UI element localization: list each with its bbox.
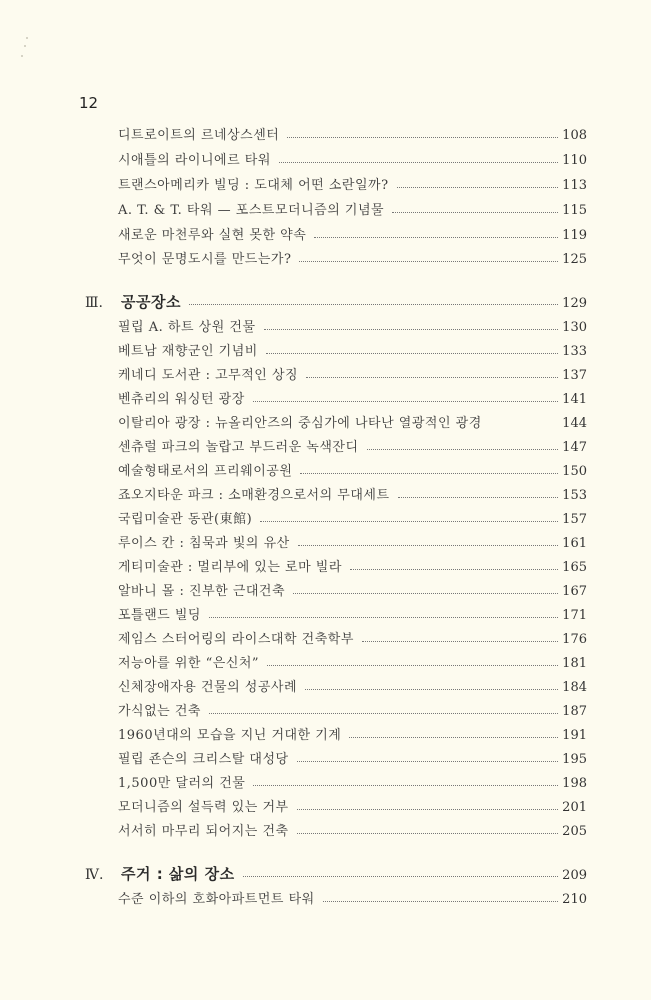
dot-leader [243, 876, 559, 877]
dot-leader [253, 401, 558, 402]
toc-entry [118, 364, 587, 386]
dot-leader [297, 761, 559, 762]
toc-entry [118, 388, 587, 410]
toc-entry-page: 147 [562, 440, 587, 455]
toc-entry-title: 예술형태로서의 프리웨이공원 [118, 464, 293, 479]
toc-entry-title: 알바니 몰 : 진부한 근대건축 [118, 584, 286, 599]
dot-leader [323, 901, 558, 902]
toc-entry [118, 532, 587, 554]
dot-leader [209, 713, 558, 714]
toc-entry [118, 652, 587, 674]
dot-leader [287, 137, 558, 138]
toc-entry [118, 748, 587, 770]
toc-entry-title: 새로운 마천루와 실현 못한 약속 [118, 228, 307, 243]
toc-entry-page: 144 [562, 416, 587, 431]
dot-leader [260, 521, 558, 522]
toc-entry [118, 124, 587, 146]
toc-entry [118, 340, 587, 362]
toc-entry-page: 171 [562, 608, 587, 623]
toc-entry-title: 1960년대의 모습을 지닌 거대한 기계 [118, 728, 342, 743]
toc-entry-title: 수준 이하의 호화아파트먼트 타워 [118, 892, 315, 907]
toc-section-heading [85, 291, 587, 313]
toc-entry [118, 676, 587, 698]
toc-entry-page: 165 [562, 560, 587, 575]
dot-leader [279, 162, 558, 163]
toc-entry-title: 게티미술관 : 멀리부에 있는 로마 빌라 [118, 560, 342, 575]
toc-entry-page: 205 [562, 824, 587, 839]
speck [24, 45, 26, 47]
toc-entry-title: 이탈리아 광장 : 뉴올리안즈의 중심가에 나타난 열광적인 광경 [118, 416, 482, 431]
toc-entry-page: 187 [562, 704, 587, 719]
toc-entry-page: 137 [562, 368, 587, 383]
toc-entry [118, 580, 587, 602]
dot-leader [398, 497, 559, 498]
dot-leader [397, 187, 559, 188]
paper-specks [18, 35, 48, 65]
dot-leader [266, 353, 558, 354]
toc-entry-title: 시애틀의 라이니에르 타워 [118, 153, 271, 168]
toc-entry-page: 119 [562, 228, 587, 243]
toc-entry-page: 191 [562, 728, 587, 743]
toc-entry-title: 모더니즘의 설득력 있는 거부 [118, 800, 289, 815]
toc-entry-page: 184 [562, 680, 587, 695]
toc-entry-title: 무엇이 문명도시를 만드는가? [118, 252, 292, 267]
toc-entry [118, 796, 587, 818]
toc-entry [118, 556, 587, 578]
toc-entry-title: 베트남 재향군인 기념비 [118, 344, 258, 359]
toc-entry [118, 436, 587, 458]
toc-entry-title: 국립미술관 동관(東館) [118, 512, 253, 527]
toc-entry-page: 195 [562, 752, 587, 767]
toc-entry [118, 888, 587, 910]
dot-leader [189, 304, 558, 305]
section-title: 공공장소 [121, 293, 181, 311]
dot-leader [209, 617, 558, 618]
toc-entry [118, 700, 587, 722]
toc-entry [118, 224, 587, 246]
toc-entry-page: 201 [562, 800, 587, 815]
toc-entry [118, 174, 587, 196]
toc-entry-page: 198 [562, 776, 587, 791]
toc-entry [118, 604, 587, 626]
toc-entry-page: 210 [562, 892, 587, 907]
toc-entry-page: 130 [562, 320, 587, 335]
toc-entry [118, 484, 587, 506]
toc-entry-page: 110 [562, 153, 587, 168]
toc-entry-page: 167 [562, 584, 587, 599]
toc-entry-title: 루이스 칸 : 침묵과 빛의 유산 [118, 536, 290, 551]
toc-entry-title: 포틀랜드 빌딩 [118, 608, 201, 623]
toc-entry-page: 133 [562, 344, 587, 359]
dot-leader [305, 689, 558, 690]
toc-entry [118, 820, 587, 842]
section-numeral: Ⅳ. [85, 867, 104, 883]
page-number: 12 [79, 94, 99, 112]
toc-entry-page: 176 [562, 632, 587, 647]
dot-leader [267, 665, 558, 666]
dot-leader [297, 809, 559, 810]
dot-leader [314, 237, 558, 238]
toc-entry-title: 디트로이트의 르네상스센터 [118, 128, 280, 143]
dot-leader [306, 377, 558, 378]
toc-entry [118, 460, 587, 482]
toc-entry-page: 150 [562, 464, 587, 479]
toc-entry-page: 157 [562, 512, 587, 527]
toc-entry-page: 141 [562, 392, 587, 407]
toc-entry-title: 필립 A. 하트 상원 건물 [118, 320, 256, 335]
section-numeral: Ⅲ. [85, 295, 103, 311]
toc-entry-title: 필립 죤슨의 크리스탈 대성당 [118, 752, 289, 767]
toc-entry-title: A. T. & T. 타워 — 포스트모더니즘의 기념물 [118, 203, 385, 218]
toc-entry-title: 케네디 도서관 : 고무적인 상징 [118, 368, 299, 383]
toc-entry-page: 181 [562, 656, 587, 671]
toc-entry [118, 772, 587, 794]
dot-leader [362, 641, 558, 642]
toc-entry [118, 508, 587, 530]
speck [26, 37, 28, 39]
dot-leader [293, 593, 558, 594]
dot-leader [299, 261, 558, 262]
toc-entry-page: 161 [562, 536, 587, 551]
section-title: 주거 : 삶의 장소 [121, 865, 235, 883]
dot-leader [264, 329, 559, 330]
toc-entry-page: 125 [562, 252, 587, 267]
toc-entry [118, 248, 587, 270]
toc-entry-title: 1,500만 달러의 건물 [118, 776, 246, 791]
dot-leader [349, 737, 558, 738]
dot-leader [253, 785, 558, 786]
section-page: 129 [562, 296, 587, 311]
toc-entry-page: 108 [562, 128, 587, 143]
toc-section-heading [85, 863, 587, 885]
toc-entry [118, 199, 587, 221]
toc-entry-title: 제임스 스터어링의 라이스대학 건축학부 [118, 632, 354, 647]
section-page: 209 [562, 868, 587, 883]
toc-entry-title: 저능아를 위한 “은신처” [118, 656, 260, 671]
toc-entry-title: 서서히 마무리 되어지는 건축 [118, 824, 289, 839]
toc-entry-page: 113 [562, 178, 587, 193]
toc-entry [118, 149, 587, 171]
toc-entry-title: 센츄럴 파크의 놀랍고 부드러운 녹색잔디 [118, 440, 359, 455]
toc-entry-title: 신체장애자용 건물의 성공사례 [118, 680, 298, 695]
toc-entry-title: 벤츄리의 워싱턴 광장 [118, 392, 245, 407]
dot-leader [392, 212, 558, 213]
toc-entry [118, 412, 587, 434]
speck [21, 55, 23, 57]
toc-entry-title: 죠오지타운 파크 : 소매환경으로서의 무대세트 [118, 488, 390, 503]
toc-entry [118, 628, 587, 650]
toc-entry [118, 724, 587, 746]
dot-leader [297, 833, 559, 834]
dot-leader [298, 545, 558, 546]
toc-entry-title: 가식없는 건축 [118, 704, 201, 719]
dot-leader [300, 473, 558, 474]
toc-entry [118, 316, 587, 338]
dot-leader [350, 569, 558, 570]
toc-entry-page: 115 [562, 203, 587, 218]
toc-entry-title: 트랜스아메리카 빌딩 : 도대체 어떤 소란일까? [118, 178, 389, 193]
toc-entry-page: 153 [562, 488, 587, 503]
dot-leader [367, 449, 559, 450]
